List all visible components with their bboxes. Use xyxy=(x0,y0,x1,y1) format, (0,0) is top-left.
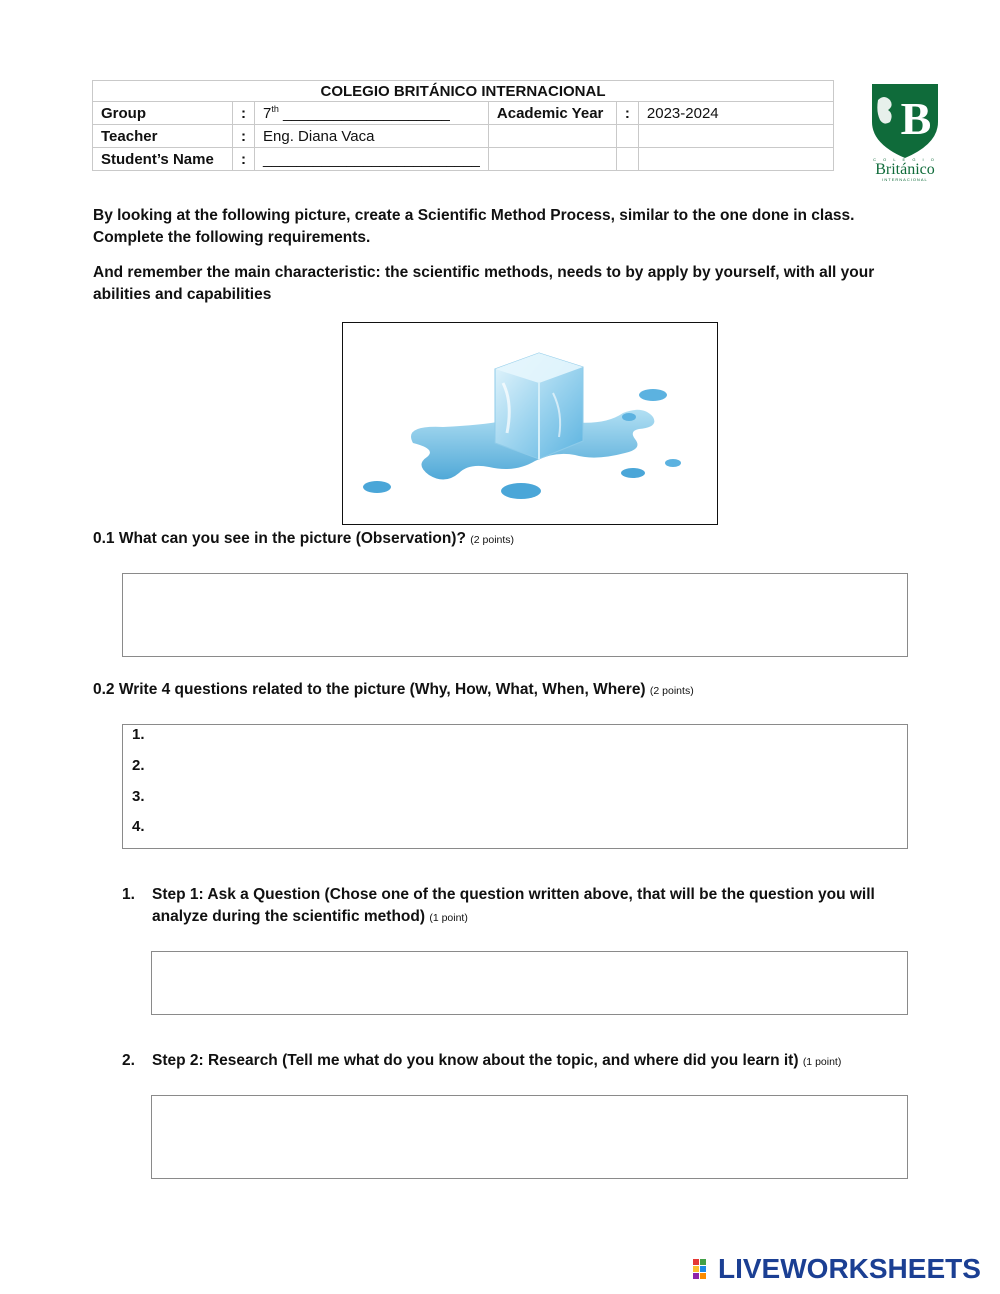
step-2-number: 2. xyxy=(122,1052,135,1069)
melting-ice-cube-icon xyxy=(343,323,716,523)
header-table xyxy=(92,80,834,171)
liveworksheets-logo xyxy=(692,1254,981,1284)
colon: : xyxy=(616,102,638,125)
step-2-answer-box[interactable] xyxy=(151,1095,908,1179)
step-1-ask-question xyxy=(122,884,912,929)
instruction-paragraph-1: By looking at the following picture, create a Scientific Method Process, similar to the one done in class. Complete the following requirements. xyxy=(93,207,855,246)
group-value: 7 xyxy=(263,105,272,122)
academic-year-label: Academic Year xyxy=(488,102,616,125)
step-2-research xyxy=(122,1050,912,1073)
colon: : xyxy=(233,148,255,171)
student-name-field[interactable]: __________________________ xyxy=(255,148,489,171)
academic-year-value: 2023-2024 xyxy=(638,102,833,125)
group-blank: ____________________ xyxy=(283,105,450,122)
list-item: 1. xyxy=(132,726,145,743)
svg-text:B: B xyxy=(900,93,932,144)
liveworksheets-blocks-icon xyxy=(692,1257,714,1281)
step-2-points: (1 point) xyxy=(802,1056,842,1068)
teacher-value: Eng. Diana Vaca xyxy=(255,125,489,148)
questions-answer-box[interactable] xyxy=(122,724,908,849)
empty-cell xyxy=(488,148,616,171)
colon: : xyxy=(233,125,255,148)
question-observation xyxy=(93,530,514,548)
step-2-text: Step 2: Research (Tell me what do you know about the topic, and where did you learn it) xyxy=(152,1052,799,1069)
question-related-questions xyxy=(93,681,694,699)
ice-cube-picture xyxy=(342,322,718,525)
instruction-paragraph-2: And remember the main characteristic: the scientific methods, needs to by apply by yourself, with all your abilities and capabilities xyxy=(93,264,875,303)
step-1-text: Step 1: Ask a Question (Chose one of the question written above, that will be the question you will analyze during the scientific method) xyxy=(152,886,875,925)
question-observation-points: (2 points) xyxy=(470,534,515,546)
observation-answer-box[interactable] xyxy=(122,573,908,657)
list-item: 2. xyxy=(132,757,145,774)
empty-cell xyxy=(488,125,616,148)
teacher-label: Teacher xyxy=(93,125,233,148)
logo-bottom-text: INTERNACIONAL xyxy=(882,177,928,182)
step-1-number: 1. xyxy=(122,886,135,903)
group-field[interactable] xyxy=(255,102,489,125)
logo-top-text: C O L E G I O xyxy=(873,157,937,162)
step-1-points: (1 point) xyxy=(429,912,468,924)
question-related-points: (2 points) xyxy=(649,685,694,697)
logo-name: Británico xyxy=(875,161,935,178)
school-title: COLEGIO BRITÁNICO INTERNACIONAL xyxy=(93,81,834,102)
group-sup: th xyxy=(271,104,279,114)
group-label: Group xyxy=(93,102,233,125)
list-item: 3. xyxy=(132,788,145,805)
student-name-label: Student’s Name xyxy=(93,148,233,171)
empty-cell xyxy=(638,148,833,171)
colon: : xyxy=(233,102,255,125)
empty-cell xyxy=(616,125,638,148)
step-1-answer-box[interactable] xyxy=(151,951,908,1015)
empty-cell xyxy=(616,148,638,171)
empty-cell xyxy=(638,125,833,148)
question-related-label: 0.2 Write 4 questions related to the picture (Why, How, What, When, Where) xyxy=(93,681,646,698)
list-item: 4. xyxy=(132,818,145,835)
liveworksheets-text: LIVEWORKSHEETS xyxy=(718,1253,981,1284)
question-observation-label: 0.1 What can you see in the picture (Observation)? xyxy=(93,530,466,547)
